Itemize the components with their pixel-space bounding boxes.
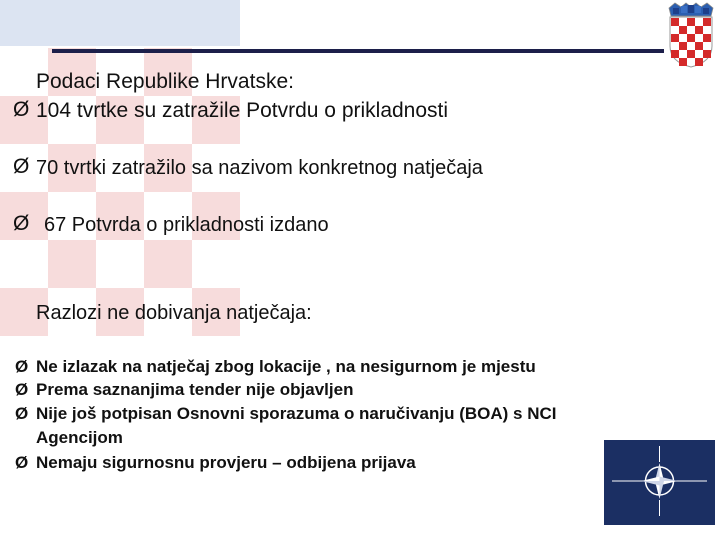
reason-item: Nemaju sigurnosnu provjeru – odbijena prijava bbox=[36, 453, 416, 472]
nato-logo bbox=[604, 440, 715, 525]
reason-item-continuation: Agencijom bbox=[36, 428, 123, 447]
bullet-arrow-icon: Ø bbox=[15, 404, 29, 423]
stat-item: 104 tvrtke su zatražile Potvrdu o prikladnosti bbox=[36, 99, 449, 122]
stat-item: 70 tvrtki zatražilo sa nazivom konkretnog natječaja bbox=[36, 157, 483, 179]
reasons-heading: Razlozi ne dobivanja natječaja: bbox=[36, 302, 312, 324]
bullet-arrow-icon: Ø bbox=[15, 453, 29, 472]
stat-item: 67 Potvrda o prikladnosti izdano bbox=[44, 214, 329, 236]
reason-item: Prema saznanjima tender nije objavljen bbox=[36, 380, 354, 399]
bullet-arrow-icon: Ø bbox=[13, 155, 30, 178]
croatian-coat-of-arms-icon bbox=[666, 2, 716, 68]
bullet-arrow-icon: Ø bbox=[13, 98, 30, 121]
title-rule bbox=[52, 49, 664, 53]
page-heading: Podaci Republike Hrvatske: bbox=[36, 70, 294, 93]
bullet-arrow-icon: Ø bbox=[15, 380, 29, 399]
bullet-arrow-icon: Ø bbox=[15, 357, 29, 376]
reason-item: Ne izlazak na natječaj zbog lokacije , na nesigurnom je mjestu bbox=[36, 357, 536, 376]
reason-item: Nije još potpisan Osnovni sporazuma o naručivanju (BOA) s NCI bbox=[36, 404, 557, 423]
nato-compass-icon bbox=[604, 440, 715, 525]
bullet-arrow-icon: Ø bbox=[13, 212, 30, 235]
